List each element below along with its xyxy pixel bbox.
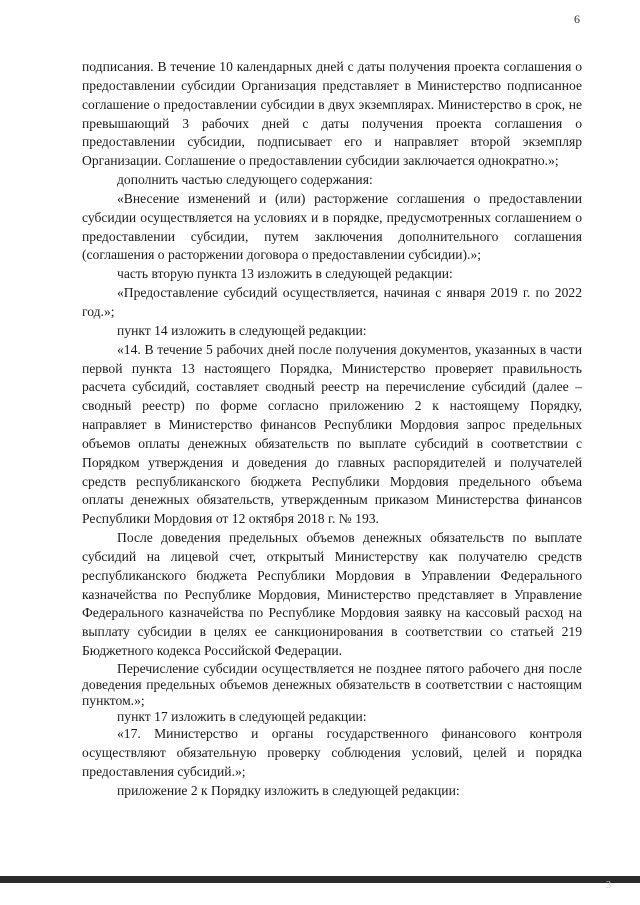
paragraph-point13-instruction: часть вторую пункта 13 изложить в следующей редакции: (117, 266, 453, 282)
paragraph-point17-text: «17. Министерство и органы государственного финансового контроля осуществляют обязательную проверку соблюдения условий, целей и порядка предоставления субсидий.»; (82, 726, 582, 779)
paragraph-point14-instruction: пункт 14 изложить в следующей редакции: (117, 322, 367, 338)
paragraph-point14-text: «14. В течение 5 рабочих дней после получения документов, указанных в части первой пункта 13 настоящего Порядка, Министерство проверяет правильность расчета субсидий, составляет сводный реестр на перечисление субсидий (далее – сводный реестр) по форме согласно приложению 2 к настоящему Порядку, направляет в Министерство финансов Республики Мордовия запрос предельных объемов оплаты денежных обязательств по выплате субсидий в соответствии с Порядком утверждения и доведения до главных распорядителей и получателей средств республиканского бюджета Республики Мордовия предельного объема оплаты денежных обязательств, утвержденным приказом Министерства финансов Республики Мордовия от 12 октября 2018 г. № 193. (82, 341, 582, 527)
paragraph-signing-terms: подписания. В течение 10 календарных дней с даты получения проекта соглашения о предоставлении субсидии Организация представляет в Министерство подписанное соглашение о предоставлении субсидии в двух экземплярах. Министерство в срок, не превышающий 3 рабочих дней с даты получения проекта соглашения о предоставлении субсидии, подписывает его и направляет второй экземпляр Организации. Соглашение о предоставлении субсидии заключается однократно.»; (82, 59, 582, 169)
paragraph-transfer-deadline: Перечисление субсидии осуществляется не позднее пятого рабочего дня после доведения предельных объемов денежных обязательств в соответствии с настоящим пунктом.»; (82, 661, 582, 708)
page-number: 6 (574, 12, 580, 26)
paragraph-point17-instruction: пункт 17 изложить в следующей редакции: (117, 709, 367, 724)
corner-mark: 3 (606, 880, 611, 891)
paragraph-appendix-instruction: приложение 2 к Порядку изложить в следующей редакции: (117, 782, 460, 798)
paragraph-subsidy-period: «Предоставление субсидий осуществляется, начиная с января 2019 г. по 2022 год.»; (82, 285, 582, 319)
document-body (82, 58, 582, 800)
paragraph-limits-text: После доведения предельных объемов денежных обязательств по выплате субсидий на лицевой счет, открытый Министерству как получателю средств республиканского бюджета Республики Мордовия в Управлении Федерального казначейства по Республике Мордовия, Министерство представляет в Управление Федерального казначейства по Республике Мордовия заявку на кассовый расход на выплату субсидии в целях ее санкционирования в соответствии со статьей 219 Бюджетного кодекса Российской Федерации. (82, 530, 582, 659)
paragraph-amend-instruction: дополнить частью следующего содержания: (117, 172, 373, 188)
paragraph-agreement-changes: «Внесение изменений и (или) расторжение соглашения о предоставлении субсидии осуществляется на условиях и в порядке, предусмотренных соглашением о предоставлении субсидии, путем заключения дополнительного соглашения (соглашения о расторжении договора о предоставлении субсидии).»; (82, 190, 582, 263)
scan-border-strip (0, 876, 640, 883)
